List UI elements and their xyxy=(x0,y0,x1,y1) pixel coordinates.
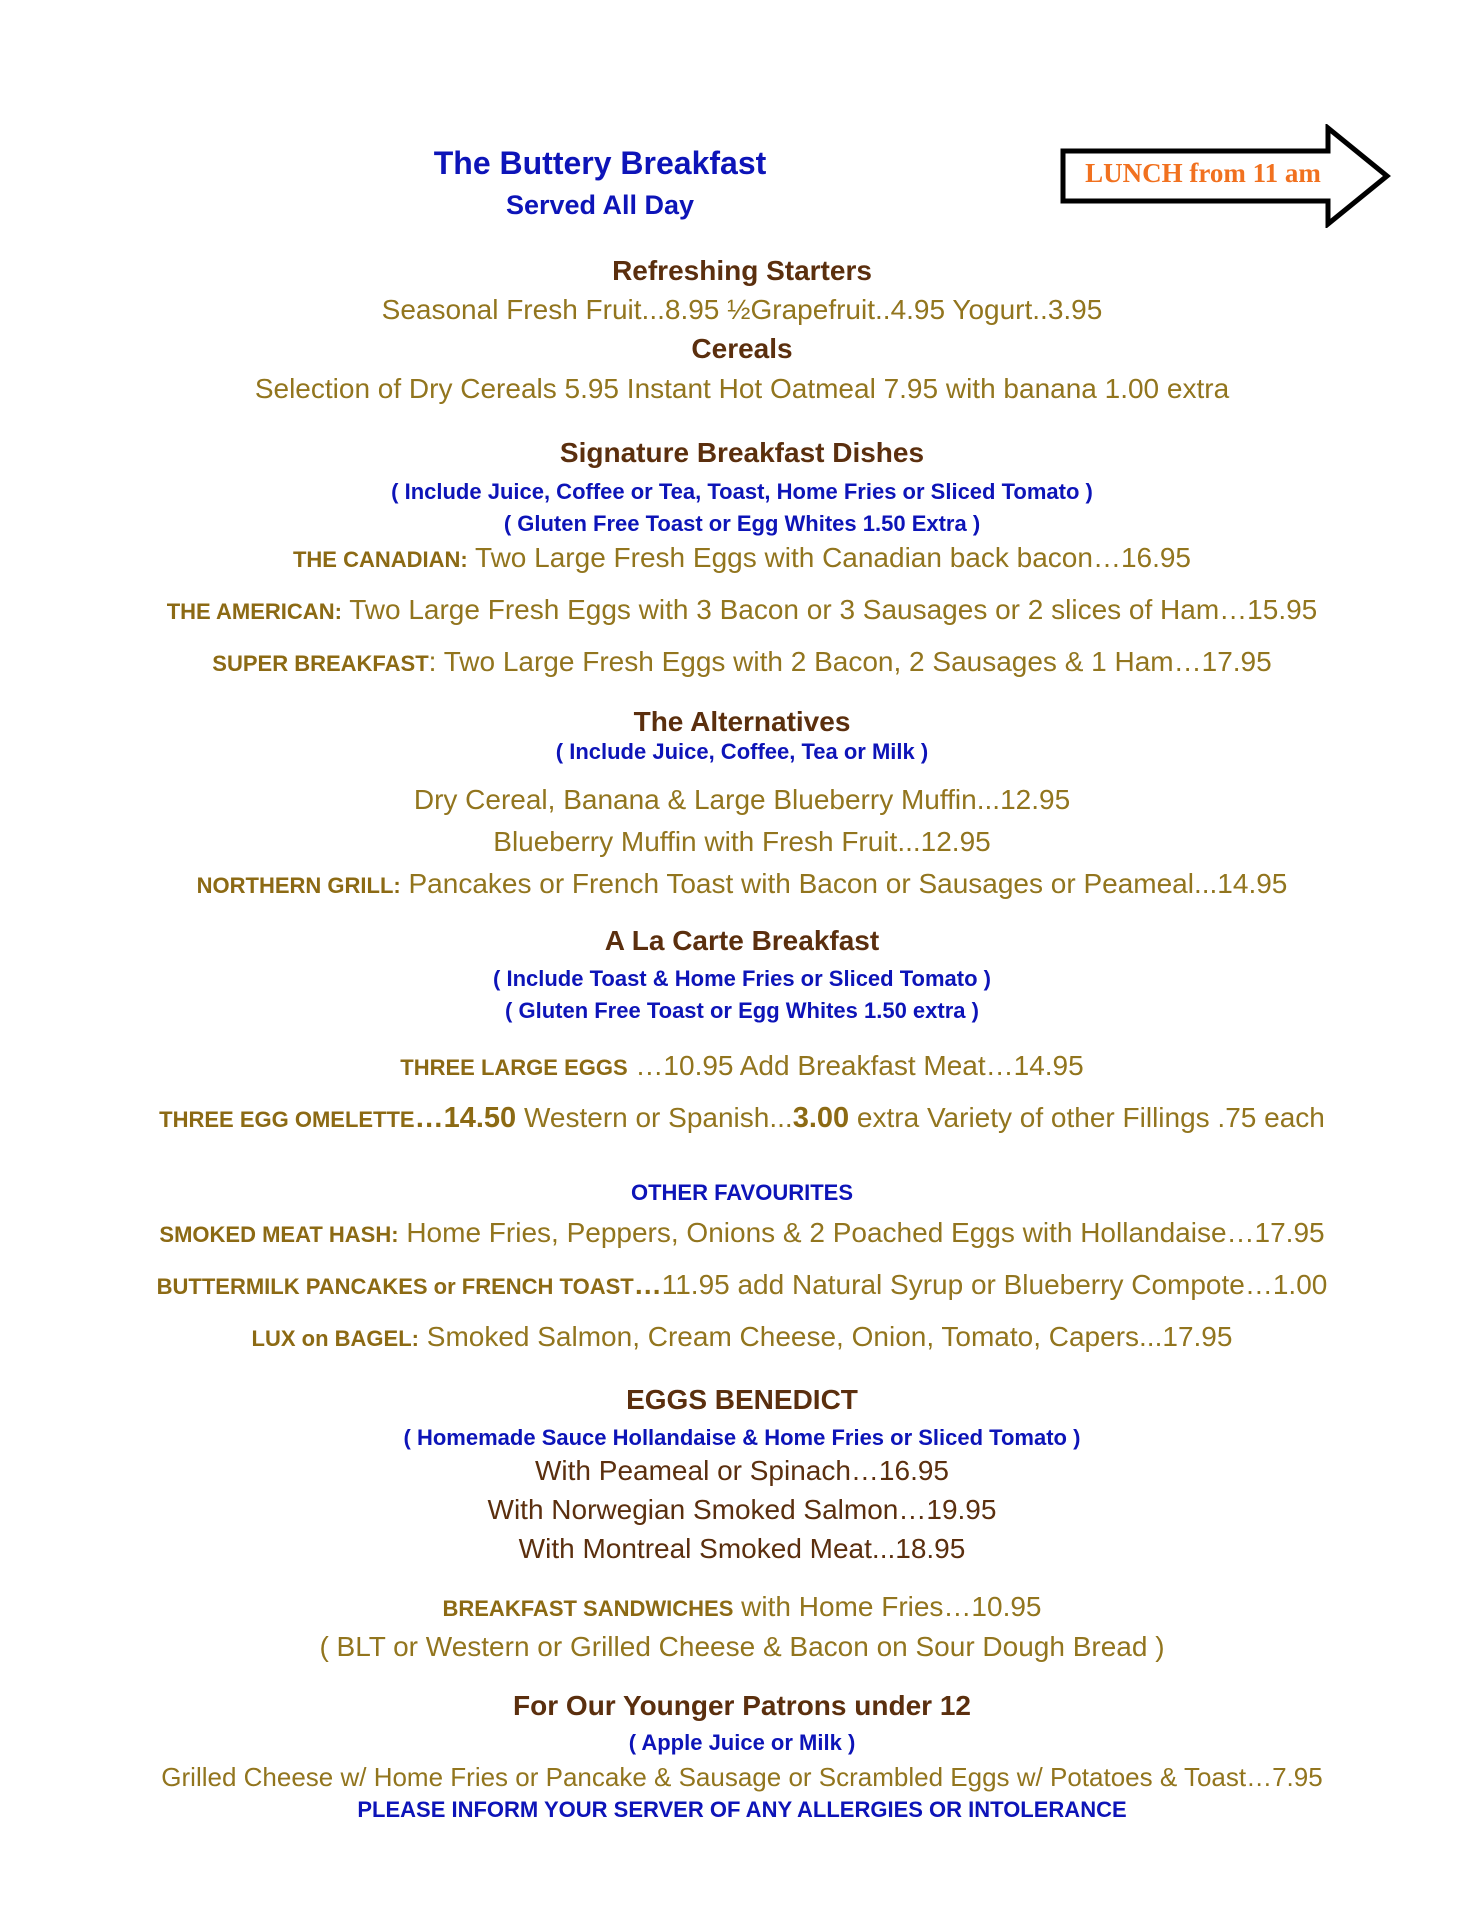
menu-item-omelette xyxy=(0,1102,1484,1135)
alternatives-line-2: Blueberry Muffin with Fresh Fruit...12.95 xyxy=(493,826,991,857)
starters-items: Seasonal Fresh Fruit...8.95 ½Grapefruit..4.95 Yogurt..3.95 xyxy=(381,294,1103,325)
item-price: …14.50 xyxy=(414,1102,517,1134)
alacarte-note-2: ( Gluten Free Toast or Egg Whites 1.50 extra ) xyxy=(505,998,979,1023)
item-desc: Western or Spanish... xyxy=(516,1102,793,1133)
benedict-item-peameal: With Peameal or Spinach…16.95 xyxy=(535,1455,949,1486)
menu-item-northern-grill xyxy=(0,868,1484,900)
cereals-heading: Cereals xyxy=(691,333,793,364)
favourites-heading: OTHER FAVOURITES xyxy=(630,1180,854,1205)
menu-subtitle: Served All Day xyxy=(505,190,695,220)
benedict-note: ( Homemade Sauce Hollandaise & Home Fries or Sliced Tomato ) xyxy=(403,1425,1081,1450)
item-desc: Smoked Salmon, Cream Cheese, Onion, Tomato, Capers...17.95 xyxy=(418,1321,1233,1352)
item-desc: Home Fries, Peppers, Onions & 2 Poached Eggs with Hollandaise…17.95 xyxy=(398,1217,1325,1248)
alacarte-note-1: ( Include Toast & Home Fries or Sliced Tomato ) xyxy=(493,966,991,991)
benedict-item-salmon: With Norwegian Smoked Salmon…19.95 xyxy=(487,1494,997,1525)
item-name: SMOKED MEAT HASH: xyxy=(159,1222,399,1247)
menu-item-super-breakfast xyxy=(0,646,1484,678)
alternatives-heading: The Alternatives xyxy=(633,706,851,737)
item-desc: Pancakes or French Toast with Bacon or Sausages or Peameal...14.95 xyxy=(400,868,1288,899)
menu-item-lux-on-bagel xyxy=(0,1321,1484,1353)
item-ellipsis: … xyxy=(633,1269,662,1300)
menu-item-breakfast-sandwiches xyxy=(0,1591,1484,1623)
kids-heading: For Our Younger Patrons under 12 xyxy=(513,1690,971,1721)
item-name: THE AMERICAN: xyxy=(166,599,342,624)
alternatives-line-1: Dry Cereal, Banana & Large Blueberry Muffin...12.95 xyxy=(413,784,1071,815)
item-name: THREE EGG OMELETTE xyxy=(159,1107,415,1132)
menu-item-canadian xyxy=(0,542,1484,574)
kids-note: ( Apple Juice or Milk ) xyxy=(628,1730,856,1755)
item-desc: 11.95 add Natural Syrup or Blueberry Compote…1.00 xyxy=(661,1269,1328,1300)
item-desc: : Two Large Fresh Eggs with 2 Bacon, 2 Sausages & 1 Ham…17.95 xyxy=(428,646,1272,677)
allergy-notice: PLEASE INFORM YOUR SERVER OF ANY ALLERGIES OR INTOLERANCE xyxy=(357,1797,1127,1822)
item-name: SUPER BREAKFAST xyxy=(212,651,429,676)
item-desc: …10.95 Add Breakfast Meat…14.95 xyxy=(627,1050,1084,1081)
item-name: THE CANADIAN: xyxy=(292,547,468,572)
item-desc-rest: extra Variety of other Fillings .75 each xyxy=(849,1102,1325,1133)
item-name: BREAKFAST SANDWICHES xyxy=(442,1596,734,1621)
menu-item-three-large-eggs xyxy=(0,1050,1484,1082)
sandwich-options: ( BLT or Western or Grilled Cheese & Bacon on Sour Dough Bread ) xyxy=(319,1631,1165,1662)
menu-item-american xyxy=(0,594,1484,626)
alacarte-heading: A La Carte Breakfast xyxy=(604,925,880,956)
menu-item-smoked-meat-hash xyxy=(0,1217,1484,1249)
item-name: BUTTERMILK PANCAKES or FRENCH TOAST xyxy=(156,1274,634,1299)
signature-note-1: ( Include Juice, Coffee or Tea, Toast, Home Fries or Sliced Tomato ) xyxy=(391,479,1093,504)
signature-note-2: ( Gluten Free Toast or Egg Whites 1.50 Extra ) xyxy=(503,511,981,536)
item-desc: Two Large Fresh Eggs with 3 Bacon or 3 Sausages or 2 slices of Ham…15.95 xyxy=(341,594,1318,625)
item-desc: Two Large Fresh Eggs with Canadian back bacon…16.95 xyxy=(467,542,1192,573)
starters-heading: Refreshing Starters xyxy=(612,255,872,286)
alternatives-note: ( Include Juice, Coffee, Tea or Milk ) xyxy=(555,739,929,764)
kids-items: Grilled Cheese w/ Home Fries or Pancake & Sausage or Scrambled Eggs w/ Potatoes & Toast…7.95 xyxy=(161,1762,1323,1792)
lunch-badge-text[interactable]: LUNCH from 11 am xyxy=(1085,158,1321,188)
cereals-items: Selection of Dry Cereals 5.95 Instant Hot Oatmeal 7.95 with banana 1.00 extra xyxy=(254,373,1230,404)
benedict-item-smoked-meat: With Montreal Smoked Meat...18.95 xyxy=(518,1533,966,1564)
item-name: THREE LARGE EGGS xyxy=(400,1055,628,1080)
menu-title: The Buttery Breakfast xyxy=(433,145,767,181)
benedict-heading: EGGS BENEDICT xyxy=(626,1384,858,1415)
item-name: NORTHERN GRILL: xyxy=(196,873,401,898)
item-extra-price: 3.00 xyxy=(792,1102,850,1134)
item-desc: with Home Fries…10.95 xyxy=(733,1591,1042,1622)
signature-heading: Signature Breakfast Dishes xyxy=(559,437,925,468)
item-name: LUX on BAGEL: xyxy=(251,1326,419,1351)
menu-item-pancakes xyxy=(0,1269,1484,1301)
